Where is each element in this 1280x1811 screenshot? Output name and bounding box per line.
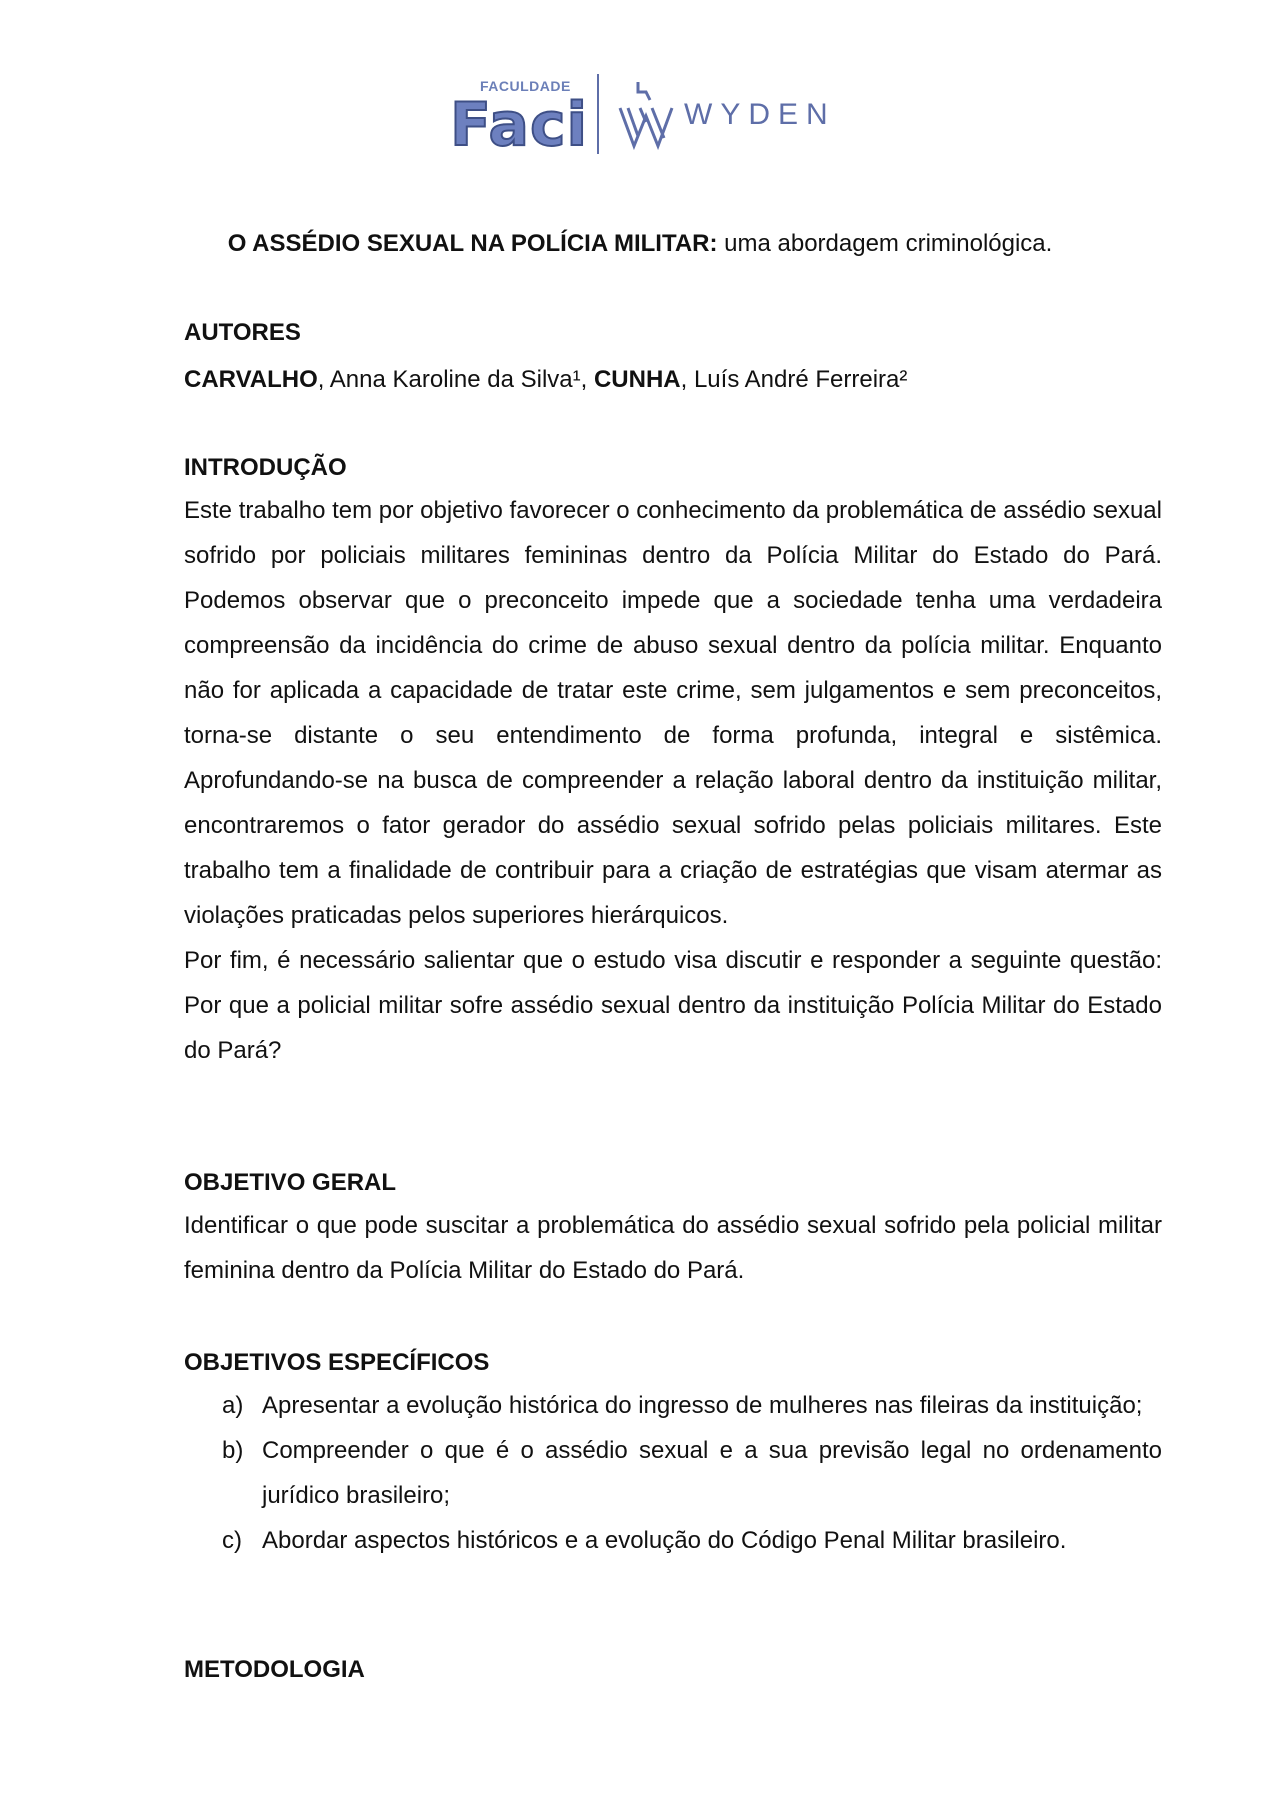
author2-surname: CUNHA [593,366,681,393]
title-bold-part: O ASSÉDIO SEXUAL NA POLÍCIA MILITAR: [227,230,718,257]
list-item-marker: c) [222,1527,242,1554]
list-item-text: Compreender o que é o assédio sexual e a sua previsão legal no ordenamento jurídico brasileiro; [262,1437,1162,1509]
authors-line [184,360,907,400]
title-normal-part: uma abordagem criminológica. [717,230,1053,257]
list-item-text: Apresentar a evolução histórica do ingresso de mulheres nas fileiras da instituição; [262,1392,1143,1419]
list-item [222,1383,1162,1428]
heading-objetivos-especificos: OBJETIVOS ESPECÍFICOS [184,1349,490,1376]
objetivo-geral-body [184,1203,1162,1293]
list-item-marker: a) [222,1392,244,1419]
list-item-marker: b) [222,1437,244,1464]
list-item-text: Abordar aspectos históricos e a evolução do Código Penal Militar brasileiro. [262,1527,1067,1554]
heading-autores: AUTORES [184,319,301,346]
introducao-body [184,488,1162,1073]
heading-objetivo-geral: OBJETIVO GERAL [184,1169,397,1196]
objetivo-geral-paragraph: Identificar o que pode suscitar a problemática do assédio sexual sofrido pela policial militar feminina dentro da Polícia Militar do Estado do Pará. [184,1212,1162,1284]
author2-name: , Luís André Ferreira² [680,366,908,393]
author1-name: , Anna Karoline da Silva¹, [317,366,594,393]
objetivos-especificos-list [222,1383,1162,1563]
logo-wyden-text: WYDEN [684,98,836,131]
heading-introducao: INTRODUÇÃO [184,454,347,481]
wyden-mark-icon [616,78,680,152]
faci-wyden-logo [440,60,860,170]
list-item [222,1518,1162,1563]
list-item [222,1428,1162,1518]
logo-faci-text: Faci [450,90,589,160]
document-title [0,224,1280,264]
introducao-paragraph-1: Este trabalho tem por objetivo favorecer o conhecimento da problemática de assédio sexual sofrido por policiais militares femininas dentro da Polícia Militar do Estado do Pará. Podemos observar que o preconceito impede que a sociedade tenha uma verdadeira compreensão da incidência do crime de abuso sexual dentro da polícia militar. Enquanto não for aplicada a capacidade de tratar este crime, sem julgamentos e sem preconceitos, torna-se distante o seu entendimento de forma profunda, integral e sistêmica. Aprofundando-se na busca de compreender a relação laboral dentro da instituição militar, encontraremos o fator gerador do assédio sexual sofrido pelas policiais militares. Este trabalho tem a finalidade de contribuir para a criação de estratégias que visam atermar as violações praticadas pelos superiores hierárquicos. [184,497,1162,929]
logo-divider [597,74,599,154]
logo-faculdade-text: FACULDADE [480,78,571,94]
heading-metodologia: METODOLOGIA [184,1656,365,1683]
introducao-paragraph-2: Por fim, é necessário salientar que o estudo visa discutir e responder a seguinte questão: Por que a policial militar sofre assédio sexual dentro da instituição Polícia Militar do Estado do Pará? [184,947,1162,1064]
author1-surname: CARVALHO [184,366,318,393]
